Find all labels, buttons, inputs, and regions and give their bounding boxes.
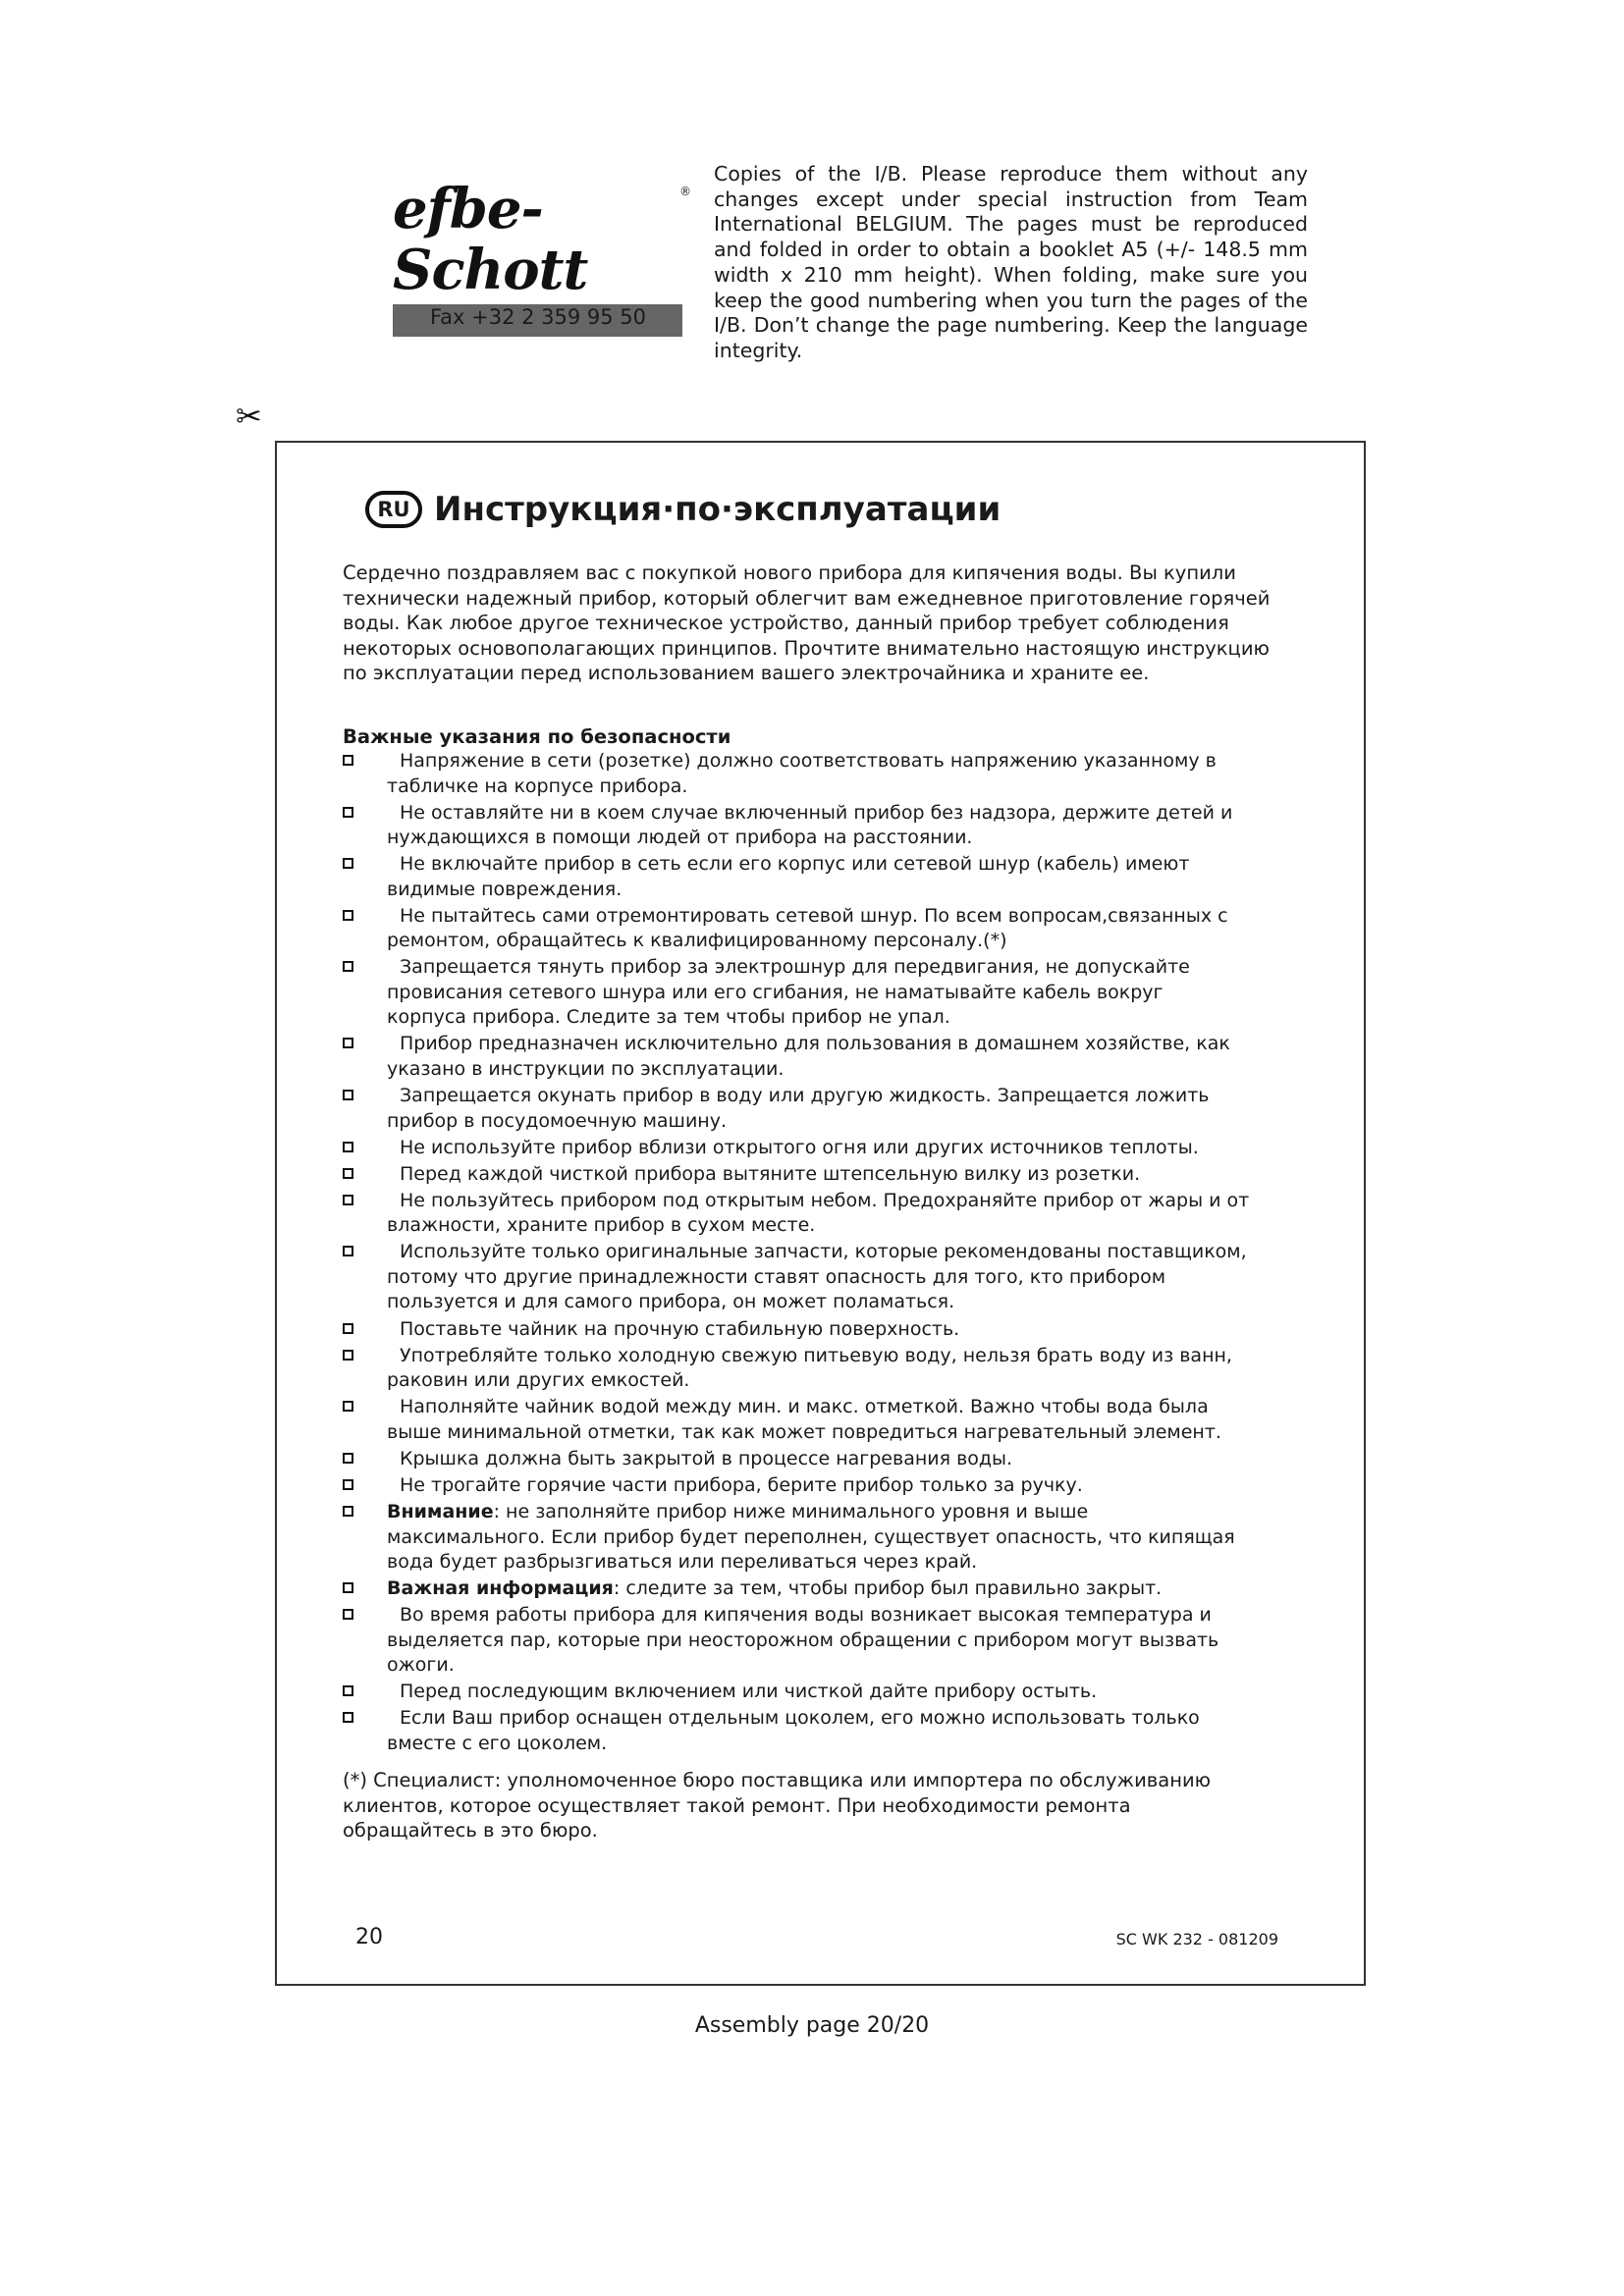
list-item-line: Не включайте прибор в сеть если его корпус или сетевой шнур (кабель) имеют [400, 853, 1190, 876]
intro-line: технически надежный прибор, который облегчит вам ежедневное приготовление горячей [343, 586, 1271, 610]
list-item-line: Не пользуйтесь прибором под открытым небом. Предохраняйте прибор от жары и от [400, 1189, 1250, 1211]
list-item-line: табличке на корпусе прибора. [387, 774, 688, 797]
list-item [343, 1473, 1325, 1499]
checkbox-bullet-icon [343, 961, 353, 972]
checkbox-bullet-icon [343, 1479, 353, 1490]
list-item [343, 1084, 1325, 1134]
list-item [343, 955, 1325, 1031]
copy-note-line: language integrity. [714, 313, 1308, 362]
list-item-line: раковин или других емкостей. [387, 1369, 690, 1392]
intro-line: воды. Как любое другое техническое устройство, данный прибор требует соблюдения [343, 612, 1229, 634]
document-code: SC WK 232 - 081209 [1115, 1930, 1278, 1949]
list-item [343, 1317, 1325, 1343]
registered-mark: ® [679, 185, 691, 198]
page-title: Инструкция·по·эксплуатации [434, 490, 1001, 529]
list-item-line: влажности, храните прибор в сухом месте. [387, 1214, 816, 1237]
assembly-page-label: Assembly page 20/20 [694, 2013, 930, 2038]
list-item-line: Не пытайтесь сами отремонтировать сетевой шнур. По всем вопросам,связанных с [400, 904, 1228, 927]
list-item-line: Во время работы прибора для кипячения воды возникает высокая температура и [400, 1604, 1212, 1627]
list-item-line: Крышка должна быть закрытой в процессе нагревания воды. [400, 1447, 1013, 1469]
copy-note-line: International BELGIUM. The pages must be reproduced [714, 212, 1308, 237]
safety-list [343, 749, 1325, 1758]
list-item [343, 1032, 1325, 1082]
page-heading [365, 490, 1001, 529]
checkbox-bullet-icon [343, 1246, 353, 1256]
checkbox-bullet-icon [343, 1195, 353, 1205]
list-item-line: Не оставляйте ни в коем случае включенный прибор без надзора, держите детей и [400, 801, 1233, 824]
list-item-line: Прибор предназначен исключительно для пользования в домашнем хозяйстве, как [400, 1033, 1230, 1055]
list-item-text: : не заполняйте прибор ниже минимального уровня и выше [493, 1501, 1089, 1522]
checkbox-bullet-icon [343, 1506, 353, 1517]
list-item-line: пользуется и для самого прибора, он может поламаться. [387, 1291, 955, 1313]
copy-note [714, 162, 1308, 364]
intro-paragraph [343, 561, 1305, 686]
list-item-line [343, 1576, 1325, 1602]
list-item-line: Поставьте чайник на прочную стабильную поверхность. [400, 1317, 960, 1340]
copy-note-line: Copies of the I/B. Please reproduce them without any [714, 162, 1308, 186]
list-item-line: вода будет разбрызгиваться или переливаться через край. [387, 1551, 978, 1573]
list-item-line: Используйте только оригинальные запчасти, которые рекомендованы поставщиком, [400, 1241, 1247, 1263]
list-item-line: потому что другие принадлежности ставят опасность для того, кто прибором [387, 1265, 1166, 1288]
list-item-line: видимые повреждения. [387, 878, 623, 900]
list-item-line: нуждающихся в помощи людей от прибора на расстоянии. [387, 827, 973, 849]
list-item-line: максимального. Если прибор будет переполнен, существует опасность, что кипящая [387, 1525, 1235, 1548]
checkbox-bullet-icon [343, 1609, 353, 1620]
footnote-line: обращайтесь в это бюро. [343, 1819, 598, 1842]
list-item-line: Не трогайте горячие части прибора, берите прибор только за ручку. [400, 1473, 1083, 1496]
copy-note-line: and folded in order to obtain a booklet A5 (+/- 148.5 mm [714, 238, 1308, 262]
list-item [343, 1500, 1325, 1575]
list-item-line: Не используйте прибор вблизи открытого огня или других источников теплоты. [400, 1136, 1199, 1158]
checkbox-bullet-icon [343, 910, 353, 921]
checkbox-bullet-icon [343, 1323, 353, 1334]
fax-number: Fax +32 2 359 95 50 [430, 305, 647, 329]
list-item-line: Употребляйте только холодную свежую питьевую воду, нельзя брать воду из ванн, [400, 1344, 1232, 1366]
checkbox-bullet-icon [343, 858, 353, 869]
list-item-emphasis: Важная информация [387, 1577, 614, 1600]
list-item [343, 1395, 1325, 1445]
list-item [343, 1603, 1325, 1679]
checkbox-bullet-icon [343, 1090, 353, 1100]
copy-note-line: width x 210 mm height). When folding, make sure you [714, 262, 1308, 287]
safety-title: Важные указания по безопасности [343, 725, 731, 748]
list-item [343, 1344, 1325, 1394]
footnote-line: (*) Специалист: уполномоченное бюро поставщика или импортера по обслуживанию [343, 1769, 1212, 1791]
checkbox-bullet-icon [343, 1582, 353, 1593]
list-item [343, 1136, 1325, 1161]
list-item [343, 1706, 1325, 1756]
checkbox-bullet-icon [343, 1142, 353, 1152]
intro-line: по эксплуатации перед использованием вашего электрочайника и храните ее. [343, 662, 1150, 684]
copy-note-line: keep the good numbering when you turn the pages of [714, 288, 1268, 312]
list-item [343, 1189, 1325, 1239]
list-item-line: выше минимальной отметки, так как может повредиться нагревательный элемент. [387, 1420, 1221, 1443]
list-item-line: корпуса прибора. Следите за тем чтобы прибор не упал. [387, 1006, 950, 1029]
intro-line: Сердечно поздравляем вас с покупкой нового прибора для кипячения воды. Вы купили [343, 561, 1236, 584]
checkbox-bullet-icon [343, 1038, 353, 1048]
copy-note-line: the I/B. Don’t change the page numbering. Keep the [714, 288, 1308, 338]
checkbox-bullet-icon [343, 1453, 353, 1464]
checkbox-bullet-icon [343, 1350, 353, 1361]
list-item [343, 852, 1325, 902]
list-item-line: Перед последующим включением или чисткой дайте прибору остыть. [400, 1681, 1098, 1703]
checkbox-bullet-icon [343, 1685, 353, 1696]
list-item [343, 904, 1325, 954]
list-item-line: прибор в посудомоечную машину. [387, 1109, 727, 1132]
scissors-icon: ✂ [236, 398, 262, 435]
list-item-line: Перед каждой чисткой прибора вытяните штепсельную вилку из розетки. [400, 1162, 1141, 1185]
footnote [343, 1768, 1211, 1843]
logo-wordmark: efbe-Schott [393, 177, 588, 302]
list-item-line: ремонтом, обращайтесь к квалифицированному персоналу.(*) [387, 930, 1007, 952]
list-item-line: выделяется пар, которые при неосторожном обращении с прибором могут вызвать [387, 1629, 1219, 1651]
checkbox-bullet-icon [343, 1168, 353, 1179]
list-item-line: Запрещается тянуть прибор за электрошнур для передвигания, не допускайте [400, 956, 1190, 979]
list-item-line: вместе с его цоколем. [387, 1732, 608, 1754]
checkbox-bullet-icon [343, 807, 353, 818]
checkbox-bullet-icon [343, 1401, 353, 1412]
page-number: 20 [355, 1925, 383, 1949]
list-item [343, 1162, 1325, 1188]
list-item [343, 801, 1325, 851]
copy-note-line: changes except under special instruction from Team [714, 187, 1308, 211]
checkbox-bullet-icon [343, 1712, 353, 1723]
list-item [343, 1240, 1325, 1315]
list-item-line [343, 1500, 1325, 1525]
intro-line: некоторых основополагающих принципов. Прочтите внимательно настоящую инструкцию [343, 636, 1270, 660]
list-item [343, 749, 1325, 799]
list-item-text: : следите за тем, чтобы прибор был правильно закрыт. [613, 1577, 1163, 1600]
list-item [343, 1447, 1325, 1472]
list-item-line: указано в инструкции по эксплуатации. [387, 1057, 785, 1080]
list-item-emphasis: Внимание [387, 1501, 494, 1522]
footnote-line: клиентов, которое осуществляет такой ремонт. При необходимости ремонта [343, 1793, 1131, 1817]
list-item-line: Запрещается окунать прибор в воду или другую жидкость. Запрещается ложить [400, 1085, 1210, 1107]
manual-page [275, 441, 1366, 1986]
language-badge-icon: RU [365, 491, 422, 528]
list-item-line: Наполняйте чайник водой между мин. и макс. отметкой. Важно чтобы вода была [400, 1396, 1209, 1418]
list-item-line: Напряжение в сети (розетке) должно соответствовать напряжению указанному в [400, 750, 1217, 772]
list-item [343, 1576, 1325, 1602]
list-item [343, 1680, 1325, 1705]
list-item-line: Если Ваш прибор оснащен отдельным цоколем, его можно использовать только [400, 1707, 1200, 1730]
list-item-line: ожоги. [387, 1654, 455, 1677]
list-item-line: провисания сетевого шнура или его сгибания, не наматывайте кабель вокруг [387, 981, 1164, 1003]
checkbox-bullet-icon [343, 755, 353, 766]
